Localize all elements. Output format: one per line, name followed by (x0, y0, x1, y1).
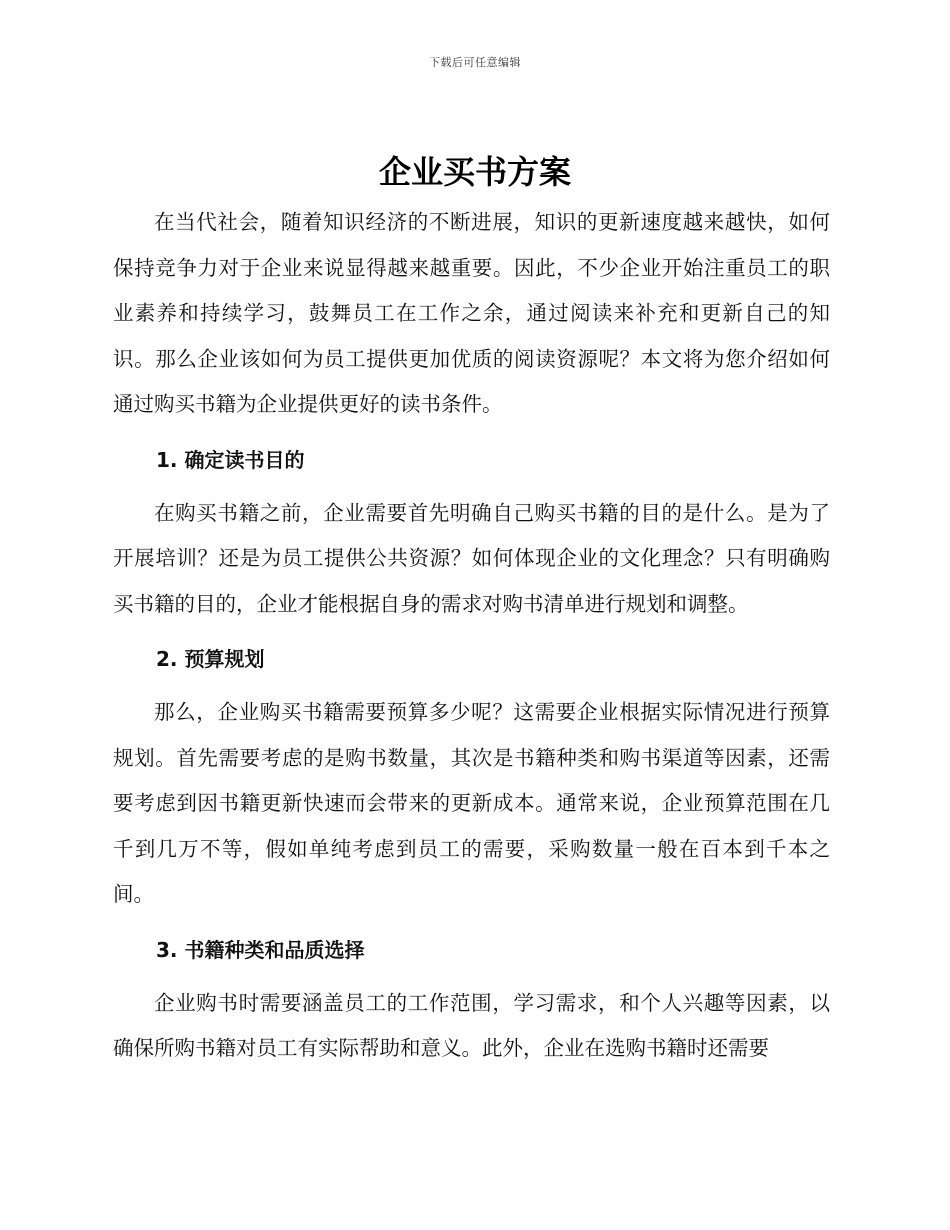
header-note: 下载后可任意编辑 (429, 56, 521, 69)
document-title: 企业买书方案 (378, 153, 571, 191)
section-heading: 3. 书籍种类和品质选择 (156, 937, 365, 962)
section-paragraph: 那么，企业购买书籍需要预算多少呢？这需要企业根据实际情况进行预算规划。首先需要考虑的是购书数量，其次是书籍种类和购书渠道等因素，还需要考虑到因书籍更新快速而会带来的更新成本。通常来说，企业预算范围在几千到几万不等，假如单纯考虑到员工的需要，采购数量一般在百本到千本之间。 (113, 700, 830, 906)
section-paragraph: 企业购书时需要涵盖员工的工作范围，学习需求，和个人兴趣等因素，以确保所购书籍对员工有实际帮助和意义。此外，企业在选购书籍时还需要 (113, 990, 830, 1060)
intro-paragraph: 在当代社会，随着知识经济的不断进展，知识的更新速度越来越快，如何保持竞争力对于企业来说显得越来越重要。因此，不少企业开始注重员工的职业素养和持续学习，鼓舞员工在工作之余，通过阅读来补充和更新自己的知识。那么企业该如何为员工提供更加优质的阅读资源呢？本文将为您介绍如何通过购买书籍为企业提供更好的读书条件。 (113, 210, 830, 416)
section-paragraph: 在购买书籍之前，企业需要首先明确自己购买书籍的目的是什么。是为了开展培训？还是为员工提供公共资源？如何体现企业的文化理念？只有明确购买书籍的目的，企业才能根据自身的需求对购书清单进行规划和调整。 (113, 500, 830, 616)
section-heading: 1. 确定读书目的 (156, 447, 305, 472)
document-body (113, 200, 830, 1072)
section-heading: 2. 预算规划 (156, 647, 265, 671)
